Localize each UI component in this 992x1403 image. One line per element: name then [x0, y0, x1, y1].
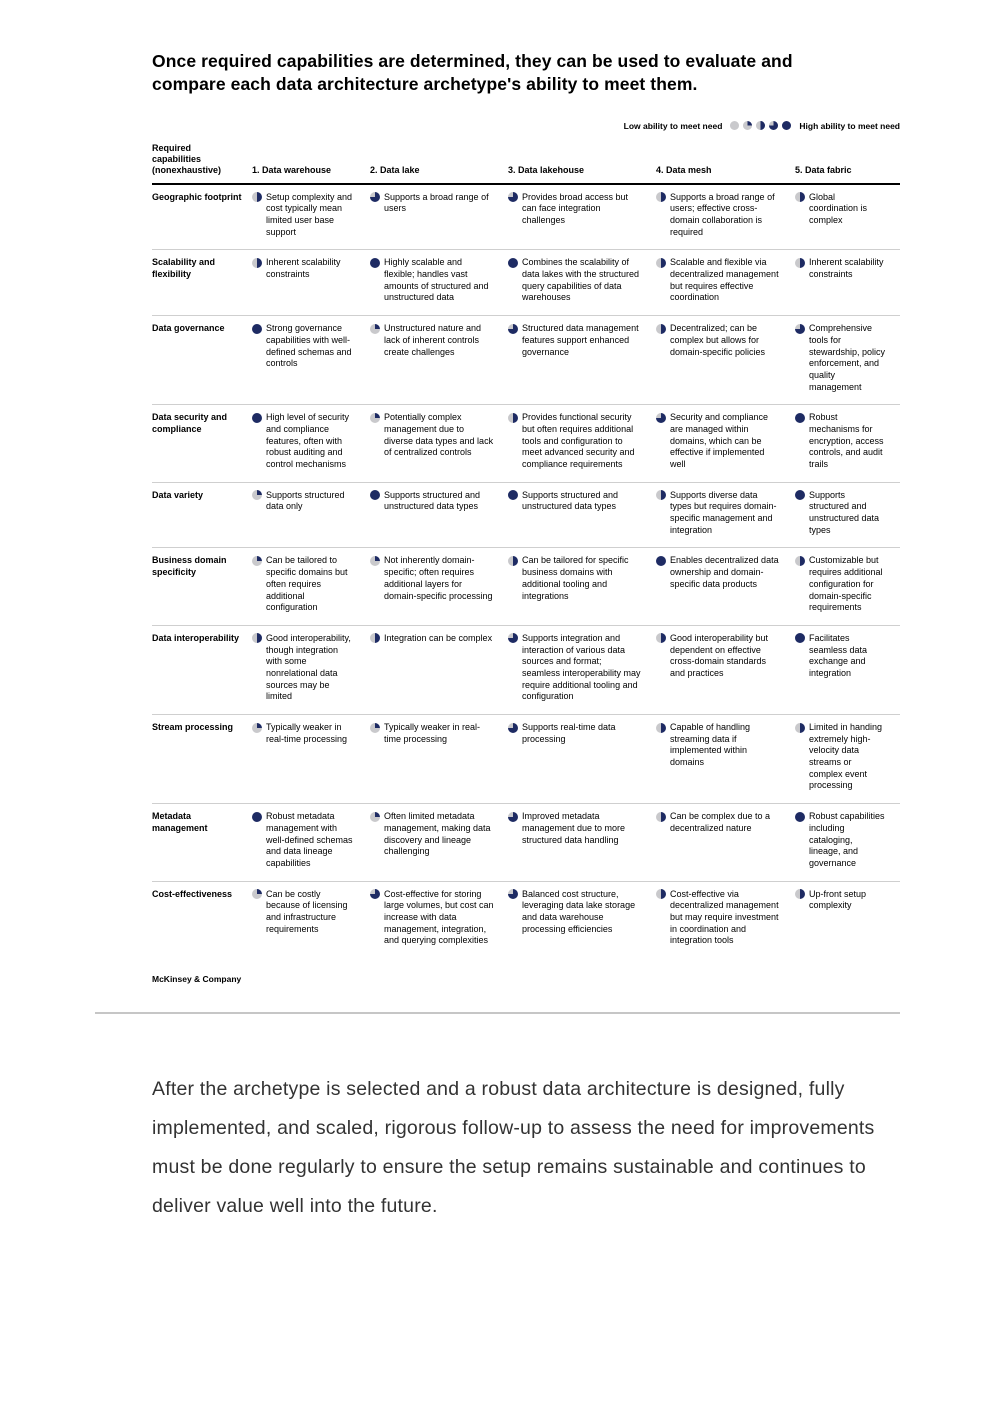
- rating-cell-text: Supports real-time data processing: [522, 722, 616, 744]
- column-header-data-mesh: 4. Data mesh: [656, 165, 712, 176]
- rating-cell-text: Structured data management features support enhanced governance: [522, 323, 639, 357]
- rating-cell: [252, 811, 370, 869]
- rating-cell: [795, 555, 900, 613]
- table-body: [152, 185, 900, 958]
- rating-cell-text: Facilitates seamless data exchange and integration: [809, 632, 868, 678]
- rating-cell-text: Typically weaker in real-time processing: [266, 722, 348, 744]
- rating-cell-text: Provides broad access but can face integration challenges: [522, 191, 629, 225]
- rating-cell-text: Integration can be complex: [384, 632, 493, 643]
- table-row: [152, 548, 900, 625]
- rating-cell-text: Supports diverse data types but requires domain-specific management and integration: [670, 489, 777, 535]
- harvey-ball-icon: [252, 192, 262, 202]
- rating-cell: [795, 633, 900, 703]
- rating-cell-text: Supports structured and unstructured data types: [522, 489, 619, 512]
- harvey-ball-icon: [252, 889, 262, 899]
- rating-cell-text: Inherent scalability constraints: [266, 257, 341, 280]
- rating-cell: [656, 555, 795, 613]
- rating-cell: [252, 323, 370, 393]
- rating-cell-text: Can be tailored to specific domains but often requires additional configuration: [266, 555, 348, 613]
- rating-cell: [656, 811, 795, 869]
- harvey-ball-icon: [252, 324, 262, 334]
- capability-label: Metadata management: [152, 811, 208, 833]
- rating-cell-text: Can be tailored for specific business domains with additional tooling and integrations: [522, 555, 629, 601]
- harvey-ball-icon: [656, 889, 666, 899]
- rating-cell-text: Supports structured and unstructured data types: [384, 489, 481, 512]
- capability-label: Data variety: [152, 489, 204, 500]
- harvey-ball-icon: [795, 889, 805, 899]
- harvey-ball-icon: [795, 258, 805, 268]
- harvey-ball-icon: [370, 192, 380, 202]
- rating-cell-text: Balanced cost structure, leveraging data lake storage and data warehouse processing efficiencies: [522, 888, 636, 934]
- rating-cell-text: Setup complexity and cost typically mean limited user base support: [266, 191, 353, 237]
- harvey-ball-icon: [370, 413, 380, 423]
- rating-cell-text: Strong governance capabilities with well-defined schemas and controls: [266, 323, 352, 369]
- table-row: [152, 316, 900, 405]
- rating-cell-text: Cost-effective via decentralized management but may require investment in coordination and integration tools: [670, 888, 779, 946]
- harvey-ball-icon: [769, 121, 778, 130]
- capability-label: Geographic footprint: [152, 191, 242, 202]
- rating-cell: [795, 412, 900, 470]
- rating-cell: [508, 323, 656, 393]
- harvey-ball-icon: [656, 324, 666, 334]
- rating-cell-text: Customizable but requires additional configuration for domain-specific requirements: [809, 555, 883, 613]
- rating-cell-text: Security and compliance are managed within domains, which can be effective if implemented well: [670, 412, 769, 469]
- harvey-ball-icon: [656, 812, 666, 822]
- rating-cell-text: Supports structured and unstructured data types: [809, 489, 880, 535]
- rating-cell: [656, 722, 795, 792]
- harvey-ball-icon: [656, 192, 666, 202]
- harvey-ball-icon: [252, 812, 262, 822]
- rating-cell: [370, 555, 508, 613]
- harvey-ball-icon: [370, 324, 380, 334]
- rating-cell-text: Scalable and flexible via decentralized management but requires effective coordination: [670, 257, 779, 303]
- rating-cell-text: Can be costly because of licensing and infrastructure requirements: [266, 888, 348, 934]
- rating-cell-text: High level of security and compliance features, often with robust auditing and control mechanisms: [266, 412, 350, 469]
- harvey-ball-icon: [508, 633, 518, 643]
- harvey-ball-icon: [370, 889, 380, 899]
- rating-cell: [370, 192, 508, 239]
- rating-cell: [252, 555, 370, 613]
- rating-cell: [656, 633, 795, 703]
- capability-label: Scalability and flexibility: [152, 257, 216, 279]
- capability-label: Data governance: [152, 323, 225, 334]
- rating-cell-text: Highly scalable and flexible; handles vast amounts of structured and unstructured data: [384, 257, 489, 303]
- rating-cell-text: Robust metadata management with well-defined schemas and data lineage capabilities: [266, 811, 353, 868]
- rating-cell-text: Limited in handing extremely high-velocity data streams or complex event processing: [809, 722, 883, 791]
- harvey-ball-icon: [370, 258, 380, 268]
- rating-cell: [508, 889, 656, 947]
- section-divider: [95, 1012, 900, 1014]
- rating-cell: [508, 192, 656, 239]
- rating-cell: [656, 490, 795, 537]
- capability-label: Stream processing: [152, 722, 234, 732]
- harvey-ball-icon: [656, 556, 666, 566]
- legend-low-label: Low ability to meet need: [623, 120, 723, 131]
- rating-cell: [795, 811, 900, 869]
- rating-cell-text: Supports integration and interaction of various data sources and format; seamless interoperability may require additional tooling and configuration: [522, 632, 641, 702]
- harvey-ball-icon: [252, 490, 262, 500]
- harvey-ball-icon: [795, 490, 805, 500]
- harvey-ball-icon: [252, 258, 262, 268]
- rating-cell: [795, 490, 900, 537]
- harvey-ball-icon: [743, 121, 752, 130]
- rating-cell-text: Good interoperability but dependent on effective cross-domain standards and practices: [670, 632, 769, 678]
- rating-cell: [370, 490, 508, 537]
- rating-cell-text: Inherent scalability constraints: [809, 257, 884, 280]
- rating-cell: [795, 722, 900, 792]
- rating-cell-text: Enables decentralized data ownership and domain-specific data products: [670, 555, 779, 589]
- rating-cell: [795, 323, 900, 393]
- rating-cell-text: Robust mechanisms for encryption, access controls, and audit trails: [809, 412, 884, 469]
- rating-cell: [252, 490, 370, 537]
- rating-cell-text: Not inherently domain-specific; often requires additional layers for domain-specific processing: [384, 555, 493, 601]
- harvey-ball-icon: [370, 556, 380, 566]
- rating-cell: [656, 192, 795, 239]
- rating-cell-text: Can be complex due to a decentralized nature: [670, 811, 771, 833]
- rating-cell: [252, 257, 370, 304]
- rating-cell: [252, 889, 370, 947]
- column-header-data-fabric: 5. Data fabric: [795, 165, 852, 176]
- rating-cell: [252, 412, 370, 470]
- rating-cell: [656, 889, 795, 947]
- rating-cell-text: Potentially complex management due to diverse data types and lack of centralized controls: [384, 412, 494, 458]
- table-row: [152, 483, 900, 549]
- column-header-capabilities: Required capabilities (nonexhaustive): [152, 142, 222, 176]
- rating-cell-text: Global coordination is complex: [809, 191, 868, 225]
- rating-cell: [656, 323, 795, 393]
- rating-cell-text: Improved metadata management due to more structured data handling: [522, 811, 626, 845]
- harvey-ball-icon: [795, 812, 805, 822]
- rating-cell: [795, 192, 900, 239]
- rating-cell: [656, 412, 795, 470]
- harvey-ball-icon: [656, 490, 666, 500]
- harvey-ball-icon: [795, 556, 805, 566]
- capability-label: Cost-effectiveness: [152, 888, 233, 899]
- rating-cell-text: Supports structured data only: [266, 489, 345, 512]
- harvey-ball-icon: [795, 413, 805, 423]
- rating-cell-text: Provides functional security but often requires additional tools and configuration to meet advanced security and compliance requirements: [522, 412, 635, 469]
- harvey-ball-icon: [508, 723, 518, 733]
- harvey-ball-icon: [508, 258, 518, 268]
- rating-cell-text: Robust capabilities including cataloging, lineage, and governance: [809, 811, 885, 868]
- table-row: [152, 185, 900, 251]
- rating-cell: [508, 257, 656, 304]
- table-row: [152, 715, 900, 804]
- harvey-ball-icon: [730, 121, 739, 130]
- capability-label: Data interoperability: [152, 632, 240, 643]
- rating-cell: [252, 722, 370, 792]
- harvey-ball-icon: [252, 633, 262, 643]
- legend-high-label: High ability to meet need: [799, 120, 900, 131]
- rating-cell-text: Cost-effective for storing large volumes, but cost can increase with data management, integration, and querying complexities: [384, 888, 494, 946]
- rating-cell: [508, 412, 656, 470]
- rating-cell: [370, 257, 508, 304]
- rating-cell: [370, 323, 508, 393]
- rating-cell-text: Supports a broad range of users: [384, 191, 489, 214]
- rating-cell: [370, 722, 508, 792]
- harvey-ball-icon: [782, 121, 791, 130]
- harvey-ball-icon: [508, 324, 518, 334]
- harvey-ball-icon: [508, 889, 518, 899]
- harvey-ball-icon: [370, 633, 380, 643]
- harvey-ball-icon: [508, 490, 518, 500]
- harvey-ball-icon: [795, 192, 805, 202]
- harvey-ball-icon: [370, 812, 380, 822]
- page-title: Once required capabilities are determined, they can be used to evaluate and compare each data architecture archetype's ability to meet them.: [152, 51, 793, 95]
- harvey-ball-icon: [252, 413, 262, 423]
- rating-cell-text: Up-front setup complexity: [809, 888, 867, 911]
- rating-cell: [508, 555, 656, 613]
- table-row: [152, 804, 900, 881]
- rating-cell: [508, 722, 656, 792]
- harvey-ball-icon: [656, 723, 666, 733]
- source-label: McKinsey & Company: [152, 974, 242, 984]
- rating-cell-text: Good interoperability, though integration with some nonrelational data sources may be limited: [266, 632, 351, 702]
- table-row: [152, 405, 900, 482]
- closing-paragraph: After the archetype is selected and a robust data architecture is designed, fully implemented, and scaled, rigorous follow-up to assess the need for improvements must be done regularly to ensure the setup remains sustainable and continues to deliver value well into the future.: [152, 1078, 875, 1217]
- harvey-ball-icon: [508, 556, 518, 566]
- harvey-ball-icon: [370, 723, 380, 733]
- rating-cell: [370, 412, 508, 470]
- rating-cell: [370, 633, 508, 703]
- table-row: [152, 626, 900, 715]
- rating-cell: [508, 490, 656, 537]
- harvey-ball-icon: [656, 413, 666, 423]
- harvey-ball-icon: [795, 324, 805, 334]
- rating-cell: [795, 889, 900, 947]
- capability-label: Business domain specificity: [152, 555, 227, 577]
- column-header-data-warehouse: 1. Data warehouse: [252, 165, 332, 176]
- rating-cell: [252, 192, 370, 239]
- rating-legend: [152, 121, 900, 131]
- harvey-ball-icon: [370, 490, 380, 500]
- harvey-ball-icon: [656, 258, 666, 268]
- rating-cell-text: Combines the scalability of data lakes with the structured query capabilities of data warehouses: [522, 257, 640, 303]
- harvey-ball-icon: [252, 723, 262, 733]
- rating-cell-text: Supports a broad range of users; effective cross-domain collaboration is required: [670, 191, 775, 237]
- rating-cell-text: Capable of handling streaming data if implemented within domains: [670, 722, 751, 768]
- column-header-data-lake: 2. Data lake: [370, 165, 420, 176]
- table-header-row: [152, 143, 900, 185]
- rating-cell: [656, 257, 795, 304]
- capability-label: Data security and compliance: [152, 412, 228, 434]
- harvey-ball-icon: [508, 413, 518, 423]
- rating-cell: [508, 633, 656, 703]
- harvey-ball-icon: [795, 633, 805, 643]
- harvey-ball-icon: [508, 192, 518, 202]
- table-row: [152, 882, 900, 958]
- harvey-ball-icon: [252, 556, 262, 566]
- rating-cell: [252, 633, 370, 703]
- column-header-data-lakehouse: 3. Data lakehouse: [508, 165, 585, 176]
- legend-scale-icons: [730, 121, 791, 130]
- harvey-ball-icon: [756, 121, 765, 130]
- rating-cell: [370, 811, 508, 869]
- rating-cell: [370, 889, 508, 947]
- rating-cell-text: Comprehensive tools for stewardship, policy enforcement, and quality management: [809, 323, 886, 392]
- rating-cell-text: Often limited metadata management, making data discovery and lineage challenging: [384, 811, 491, 857]
- rating-cell: [508, 811, 656, 869]
- archetype-rating-table: [152, 143, 900, 958]
- harvey-ball-icon: [508, 812, 518, 822]
- rating-cell-text: Typically weaker in real-time processing: [384, 722, 481, 744]
- harvey-ball-icon: [656, 633, 666, 643]
- table-row: [152, 250, 900, 316]
- rating-cell-text: Decentralized; can be complex but allows for domain-specific policies: [670, 323, 766, 357]
- rating-cell-text: Unstructured nature and lack of inherent controls create challenges: [384, 323, 482, 357]
- harvey-ball-icon: [795, 723, 805, 733]
- rating-cell: [795, 257, 900, 304]
